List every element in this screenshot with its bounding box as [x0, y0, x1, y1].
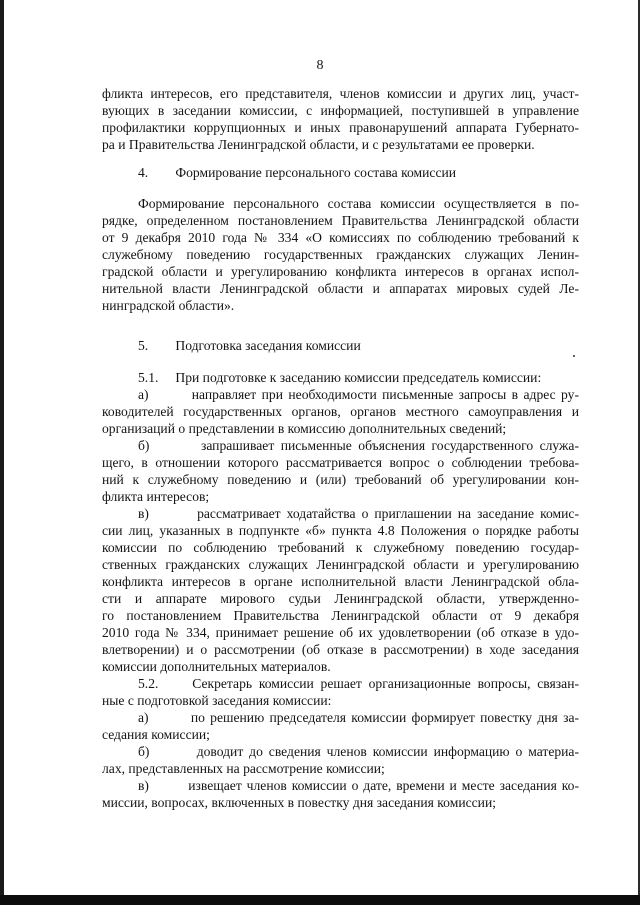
- text-line: 2010 года № 334, принимает решение об их удовлетворении (об отказе в удо-: [102, 625, 579, 640]
- scan-bottom-edge: [0, 895, 640, 905]
- text-line: ственных гражданских служащих Ленинградской области и урегулированию: [102, 557, 579, 572]
- text-line: Формирование персонального состава комиссии осуществляется в по-: [138, 196, 579, 211]
- text-line: влетворении) и о рассмотрении (об отказе в рассмотрении) в ходе заседания: [102, 642, 579, 657]
- text-line: ные с подготовкой заседания комиссии:: [102, 693, 332, 708]
- scan-speck: [573, 355, 575, 357]
- text-line: лах, представленных на рассмотрение комиссии;: [102, 761, 385, 776]
- text-line: го постановлением Правительства Ленинградской области от 9 декабря: [102, 608, 579, 623]
- text-line: организаций о представлении в комиссию дополнительных сведений;: [102, 421, 507, 436]
- text-line: рядке, определенном постановлением Правительства Ленинградской области: [102, 213, 579, 228]
- text-line: ра и Правительства Ленинградской области, и с результатами ее проверки.: [102, 137, 535, 152]
- text-line: градской области и урегулированию конфликта интересов в органах испол-: [102, 264, 579, 279]
- text-line: конфликта интересов в органе исполнительной власти Ленинградской обла-: [102, 574, 579, 589]
- section-heading-5: 5. Подготовка заседания комиссии: [138, 338, 361, 353]
- text-line: ний к служебному поведению и (или) требований об урегулировании кон-: [102, 472, 579, 487]
- text-line: седания комиссии;: [102, 727, 210, 742]
- text-line: от 9 декабря 2010 года № 334 «О комиссиях по соблюдению требований к: [102, 230, 579, 245]
- list-item-a: а) направляет при необходимости письменные запросы в адрес ру-: [138, 387, 579, 402]
- list-item-v: в) рассматривает ходатайства о приглашении на заседание комис-: [138, 506, 579, 521]
- text-line: фликта интересов, его представителя, членов комиссии и других лиц, участ-: [102, 86, 579, 101]
- list-item-a: а) по решению председателя комиссии формирует повестку дня за-: [138, 710, 579, 725]
- text-line: ководителей государственных органов, органов местного самоуправления и: [102, 404, 579, 419]
- text-line: профилактики коррупционных и иных правонарушений аппарата Губернато-: [102, 120, 579, 135]
- list-item-b: б) запрашивает письменные объяснения государственного служа-: [138, 438, 579, 453]
- text-line: служебному поведению государственных гражданских служащих Ленин-: [102, 247, 579, 262]
- text-line: сти и аппарате мирового судьи Ленинградской области, утвержденно-: [102, 591, 579, 606]
- section-heading-4: 4. Формирование персонального состава комиссии: [138, 165, 457, 180]
- text-line: вующих в заседании комиссии, с информацией, поступившей в управление: [102, 103, 579, 118]
- text-line: фликта интересов;: [102, 489, 210, 504]
- list-item-b: б) доводит до сведения членов комиссии информацию о материа-: [138, 744, 579, 759]
- text-line: комиссии по соблюдению требований к служебному поведению государ-: [102, 540, 579, 555]
- page-number: 8: [316, 58, 324, 73]
- text-line: щего, в отношении которого рассматривается вопрос о соблюдении требова-: [102, 455, 579, 470]
- text-line: нинградской области».: [102, 298, 235, 313]
- scan-left-edge: [0, 0, 4, 905]
- text-line: сии лиц, указанных в подпункте «б» пункта 4.8 Положения о порядке работы: [102, 523, 579, 538]
- text-line: комиссии дополнительных материалов.: [102, 659, 331, 674]
- list-item-v: в) извещает членов комиссии о дате, времени и месте заседания ко-: [138, 778, 579, 793]
- text-line: 5.2. Секретарь комиссии решает организационные вопросы, связан-: [138, 676, 579, 691]
- text-line: миссии, вопросах, включенных в повестку дня заседания комиссии;: [102, 795, 496, 810]
- text-line: 5.1. При подготовке к заседанию комиссии председатель комиссии:: [138, 370, 542, 385]
- text-line: нительной власти Ленинградской области и аппаратах мировых судей Ле-: [102, 281, 579, 296]
